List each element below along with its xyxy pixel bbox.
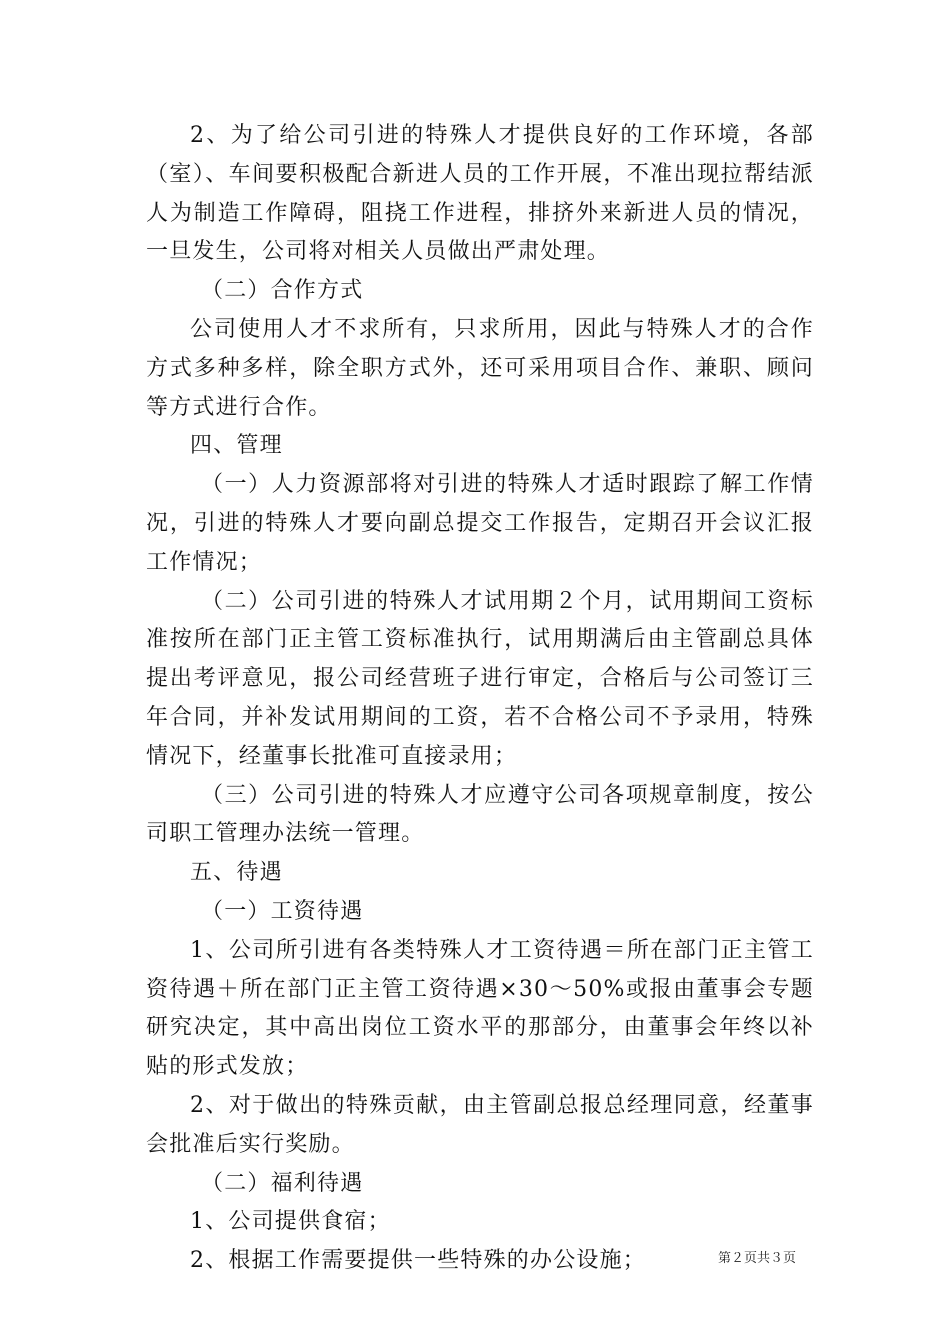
- paragraph-3: （一）人力资源部将对引进的特殊人才适时跟踪了解工作情况，引进的特殊人才要向副总提交工作报告，定期召开会议汇报工作情况；: [146, 472, 814, 575]
- paragraph-7: 2、对于做出的特殊贡献，由主管副总报总经理同意，经董事会批准后实行奖励。: [146, 1092, 814, 1157]
- paragraph-8: 1、公司提供食宿；: [190, 1209, 391, 1235]
- section-heading-welfare: （二）福利待遇: [201, 1170, 364, 1196]
- paragraph-2: 公司使用人才不求所有，只求所用，因此与特殊人才的合作方式多种多样，除全职方式外，还可采用项目合作、兼职、顾问等方式进行合作。: [146, 316, 814, 420]
- document-body: [146, 117, 814, 1281]
- paragraph-5: （三）公司引进的特殊人才应遵守公司各项规章制度，按公司职工管理办法统一管理。: [146, 782, 814, 847]
- paragraph-1: 2、为了给公司引进的特殊人才提供良好的工作环境，各部（室）、车间要积极配合新进人员的工作开展，不准出现拉帮结派人为制造工作障碍，阻挠工作进程，排挤外来新进人员的情况，一旦发生，公司将对相关人员做出严肃处理。: [146, 123, 814, 265]
- page-number: 第２页共３页: [718, 1251, 797, 1266]
- section-heading-salary: （一）工资待遇: [201, 898, 364, 924]
- section-heading-cooperation: （二）合作方式: [201, 278, 364, 304]
- paragraph-6: 1、公司所引进有各类特殊人才工资待遇＝所在部门正主管工资待遇＋所在部门正主管工资待遇×30～50%或报由董事会专题研究决定，其中高出岗位工资水平的那部分，由董事会年终以补贴的形式发放；: [146, 937, 814, 1080]
- section-heading-management: 四、管理: [190, 433, 283, 459]
- section-heading-benefits: 五、待遇: [190, 860, 283, 886]
- paragraph-9: 2、根据工作需要提供一些特殊的办公设施；: [190, 1248, 646, 1274]
- paragraph-4: （二）公司引进的特殊人才试用期２个月，试用期间工资标准按所在部门正主管工资标准执行，试用期满后由主管副总具体提出考评意见，报公司经营班子进行审定，合格后与公司签订三年合同，并补发试用期间的工资，若不合格公司不予录用，特殊情况下，经董事长批准可直接录用；: [146, 588, 814, 769]
